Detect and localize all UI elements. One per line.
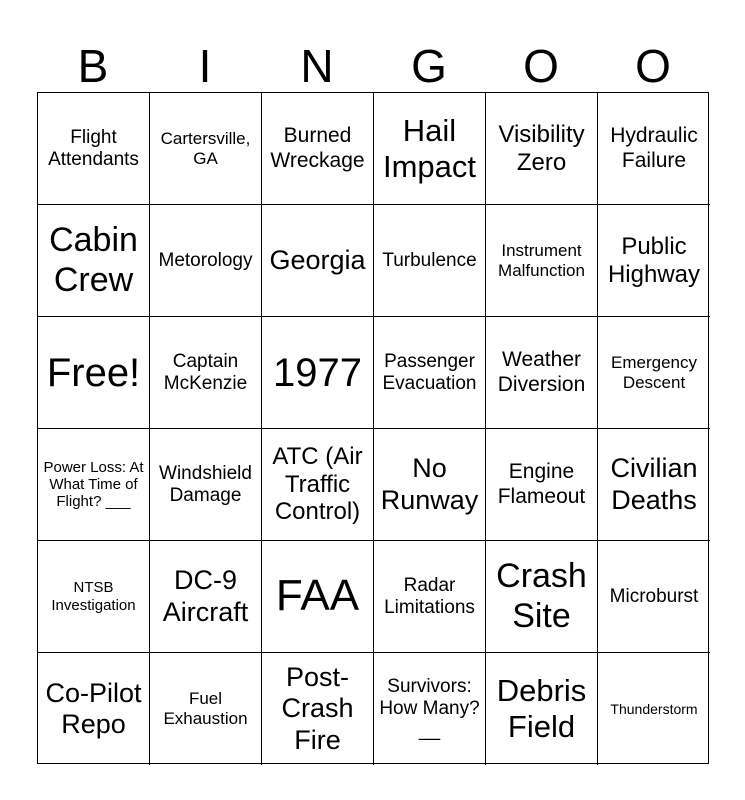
bingo-cell: Post-Crash Fire	[262, 653, 374, 765]
header-letter-o: O	[523, 40, 559, 92]
bingo-cell: Survivors: How Many? __	[374, 653, 486, 765]
header-letter-b: B	[77, 40, 109, 92]
bingo-cell: Passenger Evacuation	[374, 317, 486, 429]
bingo-cell: Engine Flameout	[486, 429, 598, 541]
bingo-board	[37, 92, 709, 764]
bingo-cell: Visibility Zero	[486, 93, 598, 205]
header-letter-o-2: O	[635, 40, 671, 92]
bingo-header	[37, 40, 709, 92]
bingo-cell: Captain McKenzie	[150, 317, 262, 429]
bingo-cell: DC-9 Aircraft	[150, 541, 262, 653]
bingo-cell: Radar Limitations	[374, 541, 486, 653]
bingo-cell: NTSB Investigation	[38, 541, 150, 653]
bingo-cell: Instrument Malfunction	[486, 205, 598, 317]
bingo-cell: Hydraulic Failure	[598, 93, 710, 205]
bingo-cell: Microburst	[598, 541, 710, 653]
bingo-cell: Civilian Deaths	[598, 429, 710, 541]
free-space: Free!	[38, 317, 150, 429]
bingo-cell: Co-Pilot Repo	[38, 653, 150, 765]
bingo-cell: Crash Site	[486, 541, 598, 653]
bingo-cell: Weather Diversion	[486, 317, 598, 429]
bingo-cell: Public Highway	[598, 205, 710, 317]
bingo-cell: Cabin Crew	[38, 205, 150, 317]
bingo-cell: Fuel Exhaustion	[150, 653, 262, 765]
header-letter-i: I	[198, 40, 212, 92]
bingo-cell: Power Loss: At What Time of Flight? ___	[38, 429, 150, 541]
bingo-cell: FAA	[262, 541, 374, 653]
bingo-cell: Windshield Damage	[150, 429, 262, 541]
bingo-cell: Emergency Descent	[598, 317, 710, 429]
bingo-cell: Flight Attendants	[38, 93, 150, 205]
bingo-cell: 1977	[262, 317, 374, 429]
bingo-cell: No Runway	[374, 429, 486, 541]
bingo-cell: Thunderstorm	[610, 700, 698, 717]
bingo-cell: Metorology	[150, 205, 262, 317]
bingo-cell: Debris Field	[486, 653, 598, 765]
bingo-cell: Hail Impact	[374, 93, 486, 205]
bingo-cell: Georgia	[262, 205, 374, 317]
header-letter-n: N	[300, 40, 334, 92]
bingo-cell: Burned Wreckage	[262, 93, 374, 205]
bingo-cell: Cartersville, GA	[150, 93, 262, 205]
bingo-cell: ATC (Air Traffic Control)	[262, 429, 374, 541]
bingo-cell: Turbulence	[374, 205, 486, 317]
header-letter-g: G	[411, 40, 447, 92]
